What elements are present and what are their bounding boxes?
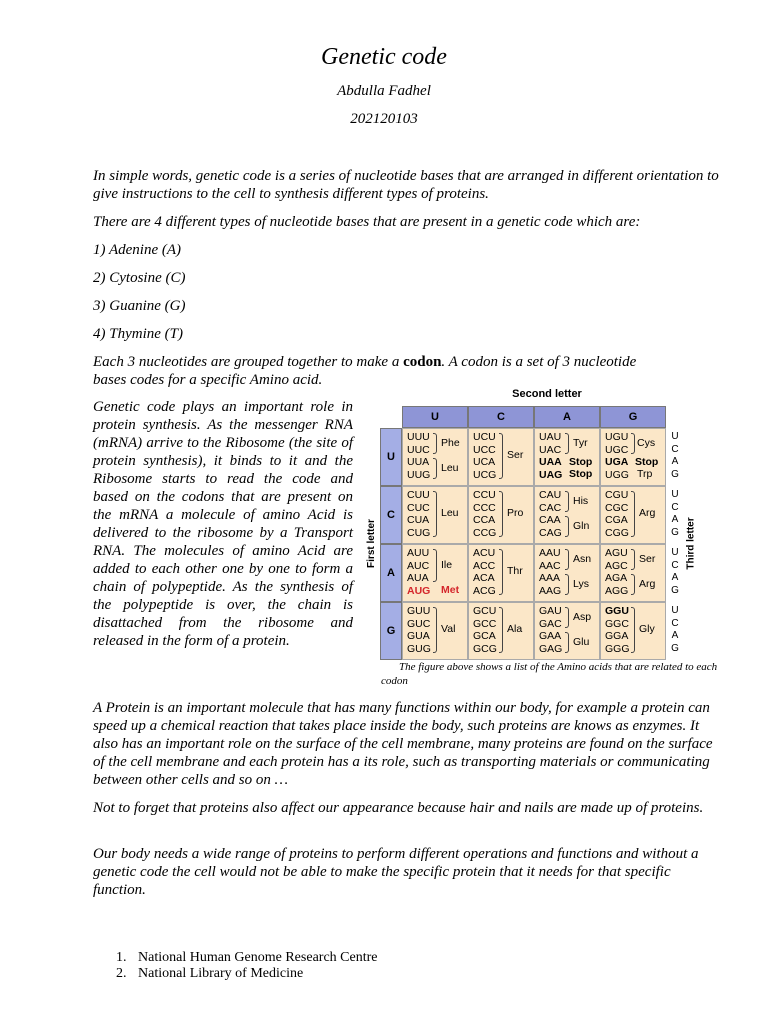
codon: CAU (539, 489, 562, 501)
column-header-a: A (534, 406, 600, 428)
third-letter: A (671, 456, 679, 467)
author-name: Abdulla Fadhel (337, 83, 431, 99)
codon: UUC (407, 443, 430, 456)
brace (433, 549, 437, 582)
third-letter-column (668, 428, 682, 486)
brace (565, 516, 569, 537)
conclusion-paragraph: Our body needs a wide range of proteins to perform different operations and functions and without a genetic code the cell would not be able to make the specific protein that it needs for that specific function. (93, 846, 699, 898)
codon: AGG (605, 584, 629, 597)
start-amino-acid: Met (441, 584, 460, 596)
codon: CGU (605, 489, 629, 501)
codon: CAC (539, 501, 562, 514)
start-codon: AUG (407, 584, 431, 597)
amino-acid: Leu (441, 462, 459, 474)
codon: CUG (407, 526, 431, 539)
protein-paragraph: A Protein is an important molecule that has many functions within our body, for example a protein can speed up a chemical reaction that takes place inside the body, such proteins are knows as enzymes. It also has an important role on the surface of the cell membrane, many proteins are found on the surface of the cell membrane and each protein has a its role, such as transporting materials or communicating between other cells and so on … (93, 700, 713, 788)
third-letter: C (671, 559, 679, 571)
codon: UCA (473, 456, 496, 468)
amino-acid: Gly (639, 623, 655, 635)
codon: UUU (407, 431, 430, 443)
amino-acid: Ala (507, 623, 523, 635)
brace (631, 549, 635, 570)
amino-acid: Val (441, 623, 456, 635)
row-header-c: C (380, 486, 402, 544)
third-letter: C (671, 443, 679, 455)
codon: UAG (539, 468, 563, 481)
codon: CGC (605, 501, 629, 514)
codon: ACU (473, 547, 496, 559)
codon-cell-uu (402, 428, 468, 486)
codon-cell-ag (600, 544, 666, 602)
codon: AUU (407, 547, 430, 559)
codon: UGC (605, 443, 629, 456)
third-letter: G (671, 584, 679, 596)
codon-text-pre: Each 3 nucleotides are grouped together to make a (93, 354, 404, 370)
types-intro-paragraph: There are 4 different types of nucleotide bases that are present in a genetic code which are: (93, 214, 641, 230)
brace (631, 491, 635, 537)
first-letter-label: First letter (365, 519, 377, 568)
codon: UUG (407, 468, 431, 481)
codon: UGU (605, 431, 629, 443)
brace (565, 549, 569, 570)
stop-label: Stop (569, 456, 593, 468)
base-item-guanine: 3) Guanine (G) (93, 298, 186, 314)
brace (565, 491, 569, 512)
codon: AUA (407, 572, 429, 584)
third-letter: A (671, 572, 679, 583)
third-letter-column (668, 544, 682, 602)
codon: GCG (473, 642, 497, 655)
codon-cell-cu (402, 486, 468, 544)
codon-table-figure (365, 388, 705, 660)
row-header-u: U (380, 428, 402, 486)
stop-label: Stop (635, 456, 659, 468)
codon: GCA (473, 630, 496, 642)
brace (565, 632, 569, 653)
amino-acid: Thr (507, 565, 523, 577)
third-letter-column (668, 486, 682, 544)
amino-acid: Trp (637, 468, 653, 480)
stop-label: Stop (569, 468, 593, 480)
codon-cell-au (402, 544, 468, 602)
amino-acid: Asp (573, 611, 592, 623)
third-letter: G (671, 468, 679, 480)
codon-cell-cc (468, 486, 534, 544)
figure-caption: The figure above shows a list of the Amino acids that are related to each codon (381, 661, 718, 687)
codon-text-post: . A codon is a set of 3 nucleotide bases codes for a specific Amino acid. (93, 354, 637, 388)
codon: UUA (407, 456, 430, 468)
third-letter-label: Third letter (685, 517, 697, 570)
column-header-c: C (468, 406, 534, 428)
third-letter-column (668, 602, 682, 660)
brace (631, 433, 635, 454)
codon: UGG (605, 468, 629, 481)
codon: CCA (473, 514, 496, 526)
brace (499, 491, 503, 537)
codon-cell-ga (534, 602, 600, 660)
brace (631, 607, 635, 653)
codon: GCC (473, 617, 497, 630)
codon: GGG (605, 642, 630, 655)
codon: UAA (539, 456, 562, 468)
amino-acid: Arg (639, 578, 656, 590)
codon: UCU (473, 431, 496, 443)
codon: AAA (539, 572, 561, 584)
codon: GUG (407, 642, 431, 655)
codon: CCU (473, 489, 496, 501)
third-letter: U (671, 489, 679, 500)
codon: CGG (605, 526, 629, 539)
codon: CAA (539, 514, 561, 526)
second-letter-label: Second letter (512, 388, 582, 400)
codon-cell-ua (534, 428, 600, 486)
brace (433, 607, 437, 653)
codon: AGA (605, 572, 628, 584)
codon: CGA (605, 514, 628, 526)
codon: CAG (539, 526, 562, 539)
amino-acid: Lys (573, 578, 589, 590)
codon-cell-gg (600, 602, 666, 660)
third-letter: C (671, 501, 679, 513)
appearance-paragraph: Not to forget that proteins also affect our appearance because hair and nails are made up of proteins. (93, 800, 704, 816)
brace (565, 574, 569, 595)
column-header-u: U (402, 406, 468, 428)
reference-text: National Library of Medicine (138, 966, 304, 981)
student-id: 202120103 (350, 111, 418, 127)
codon-cell-cg (600, 486, 666, 544)
third-letter: G (671, 642, 679, 654)
codon: CCG (473, 526, 497, 539)
brace (499, 433, 503, 479)
third-letter: G (671, 526, 679, 538)
reference-item (116, 966, 377, 982)
codon: GAU (539, 605, 562, 617)
codon: UCC (473, 443, 496, 456)
codon: GGA (605, 630, 629, 642)
brace (433, 433, 437, 454)
amino-acid: Ser (639, 553, 656, 565)
row-header-g: G (380, 602, 402, 660)
third-letter: U (671, 547, 679, 558)
references-list (116, 950, 377, 982)
column-header-g: G (600, 406, 666, 428)
codon: AAG (539, 584, 562, 597)
codon: GGC (605, 617, 629, 630)
codon: GGU (605, 605, 629, 617)
codon-paragraph (93, 353, 663, 389)
codon: AGU (605, 547, 628, 559)
codon: GUA (407, 630, 430, 642)
codon: AAC (539, 559, 561, 572)
third-letter: A (671, 514, 679, 525)
amino-acid: Glu (573, 636, 590, 648)
amino-acid: Ser (507, 449, 524, 461)
protein-synthesis-paragraph: Genetic code plays an important role in protein synthesis. As the messenger RNA (mRNA) arrive to the Ribosome (the site of protein synthesis), it binds to it and the Ribosome starts to read the code and based on the codons that are present on the mRNA a molecule of amino Acid is delivered to the ribosome by a Transport RNA. The molecules of amino Acid are added to each other one by one to form a chain of polypeptide. As the synthesis of the polypeptide is over, the chain is disattached from the ribosome and released in the form of a protein. (93, 399, 353, 649)
codon: CCC (473, 501, 496, 514)
codon: GUU (407, 605, 431, 617)
brace (631, 574, 635, 595)
codon: UCG (473, 468, 497, 481)
amino-acid: Tyr (573, 437, 588, 449)
codon: GAG (539, 642, 563, 655)
codon: UGA (605, 456, 629, 468)
reference-number: 2. (116, 966, 127, 981)
codon: UAU (539, 431, 562, 443)
amino-acid: Asn (573, 553, 592, 565)
brace (433, 458, 437, 479)
amino-acid: His (573, 495, 589, 507)
brace (433, 491, 437, 537)
third-letter: U (671, 605, 679, 616)
third-letter: A (671, 630, 679, 641)
brace (499, 607, 503, 653)
codon-cell-ca (534, 486, 600, 544)
reference-number: 1. (116, 950, 127, 965)
third-letter: C (671, 617, 679, 629)
reference-text: National Human Genome Research Centre (138, 950, 378, 965)
amino-acid: Gln (573, 520, 590, 532)
codon: GUC (407, 617, 431, 630)
codon: GAA (539, 630, 562, 642)
codon: UAC (539, 443, 562, 456)
brace (565, 607, 569, 628)
brace (499, 549, 503, 595)
codon-cell-aa (534, 544, 600, 602)
row-header-a: A (380, 544, 402, 602)
codon: ACA (473, 572, 495, 584)
document-title: Genetic code (321, 44, 447, 70)
codon: GAC (539, 617, 562, 630)
codon-cell-gc (468, 602, 534, 660)
codon: ACC (473, 559, 496, 572)
base-item-thymine: 4) Thymine (T) (93, 326, 183, 342)
codon-cell-gu (402, 602, 468, 660)
codon-cell-uc (468, 428, 534, 486)
intro-paragraph: In simple words, genetic code is a series of nucleotide bases that are arranged in different orientation to give instructions to the cell to synthesis different types of proteins. (93, 168, 719, 202)
amino-acid: Ile (441, 559, 453, 571)
amino-acid: Arg (639, 507, 656, 519)
third-letter: U (671, 431, 679, 442)
codon-term: codon (403, 354, 442, 370)
base-item-cytosine: 2) Cytosine (C) (93, 270, 186, 286)
codon: CUU (407, 489, 430, 501)
amino-acid: Cys (637, 437, 656, 449)
codon-cell-ac (468, 544, 534, 602)
codon: AAU (539, 547, 561, 559)
codon-cell-ug (600, 428, 666, 486)
amino-acid: Pro (507, 507, 524, 519)
codon: CUC (407, 501, 430, 514)
codon: ACG (473, 584, 496, 597)
amino-acid: Leu (441, 507, 459, 519)
codon: AUC (407, 559, 430, 572)
brace (565, 433, 569, 454)
base-item-adenine: 1) Adenine (A) (93, 242, 182, 258)
codon: AGC (605, 559, 628, 572)
reference-item (116, 950, 377, 966)
amino-acid: Phe (441, 437, 460, 449)
codon: GCU (473, 605, 497, 617)
codon: CUA (407, 514, 430, 526)
